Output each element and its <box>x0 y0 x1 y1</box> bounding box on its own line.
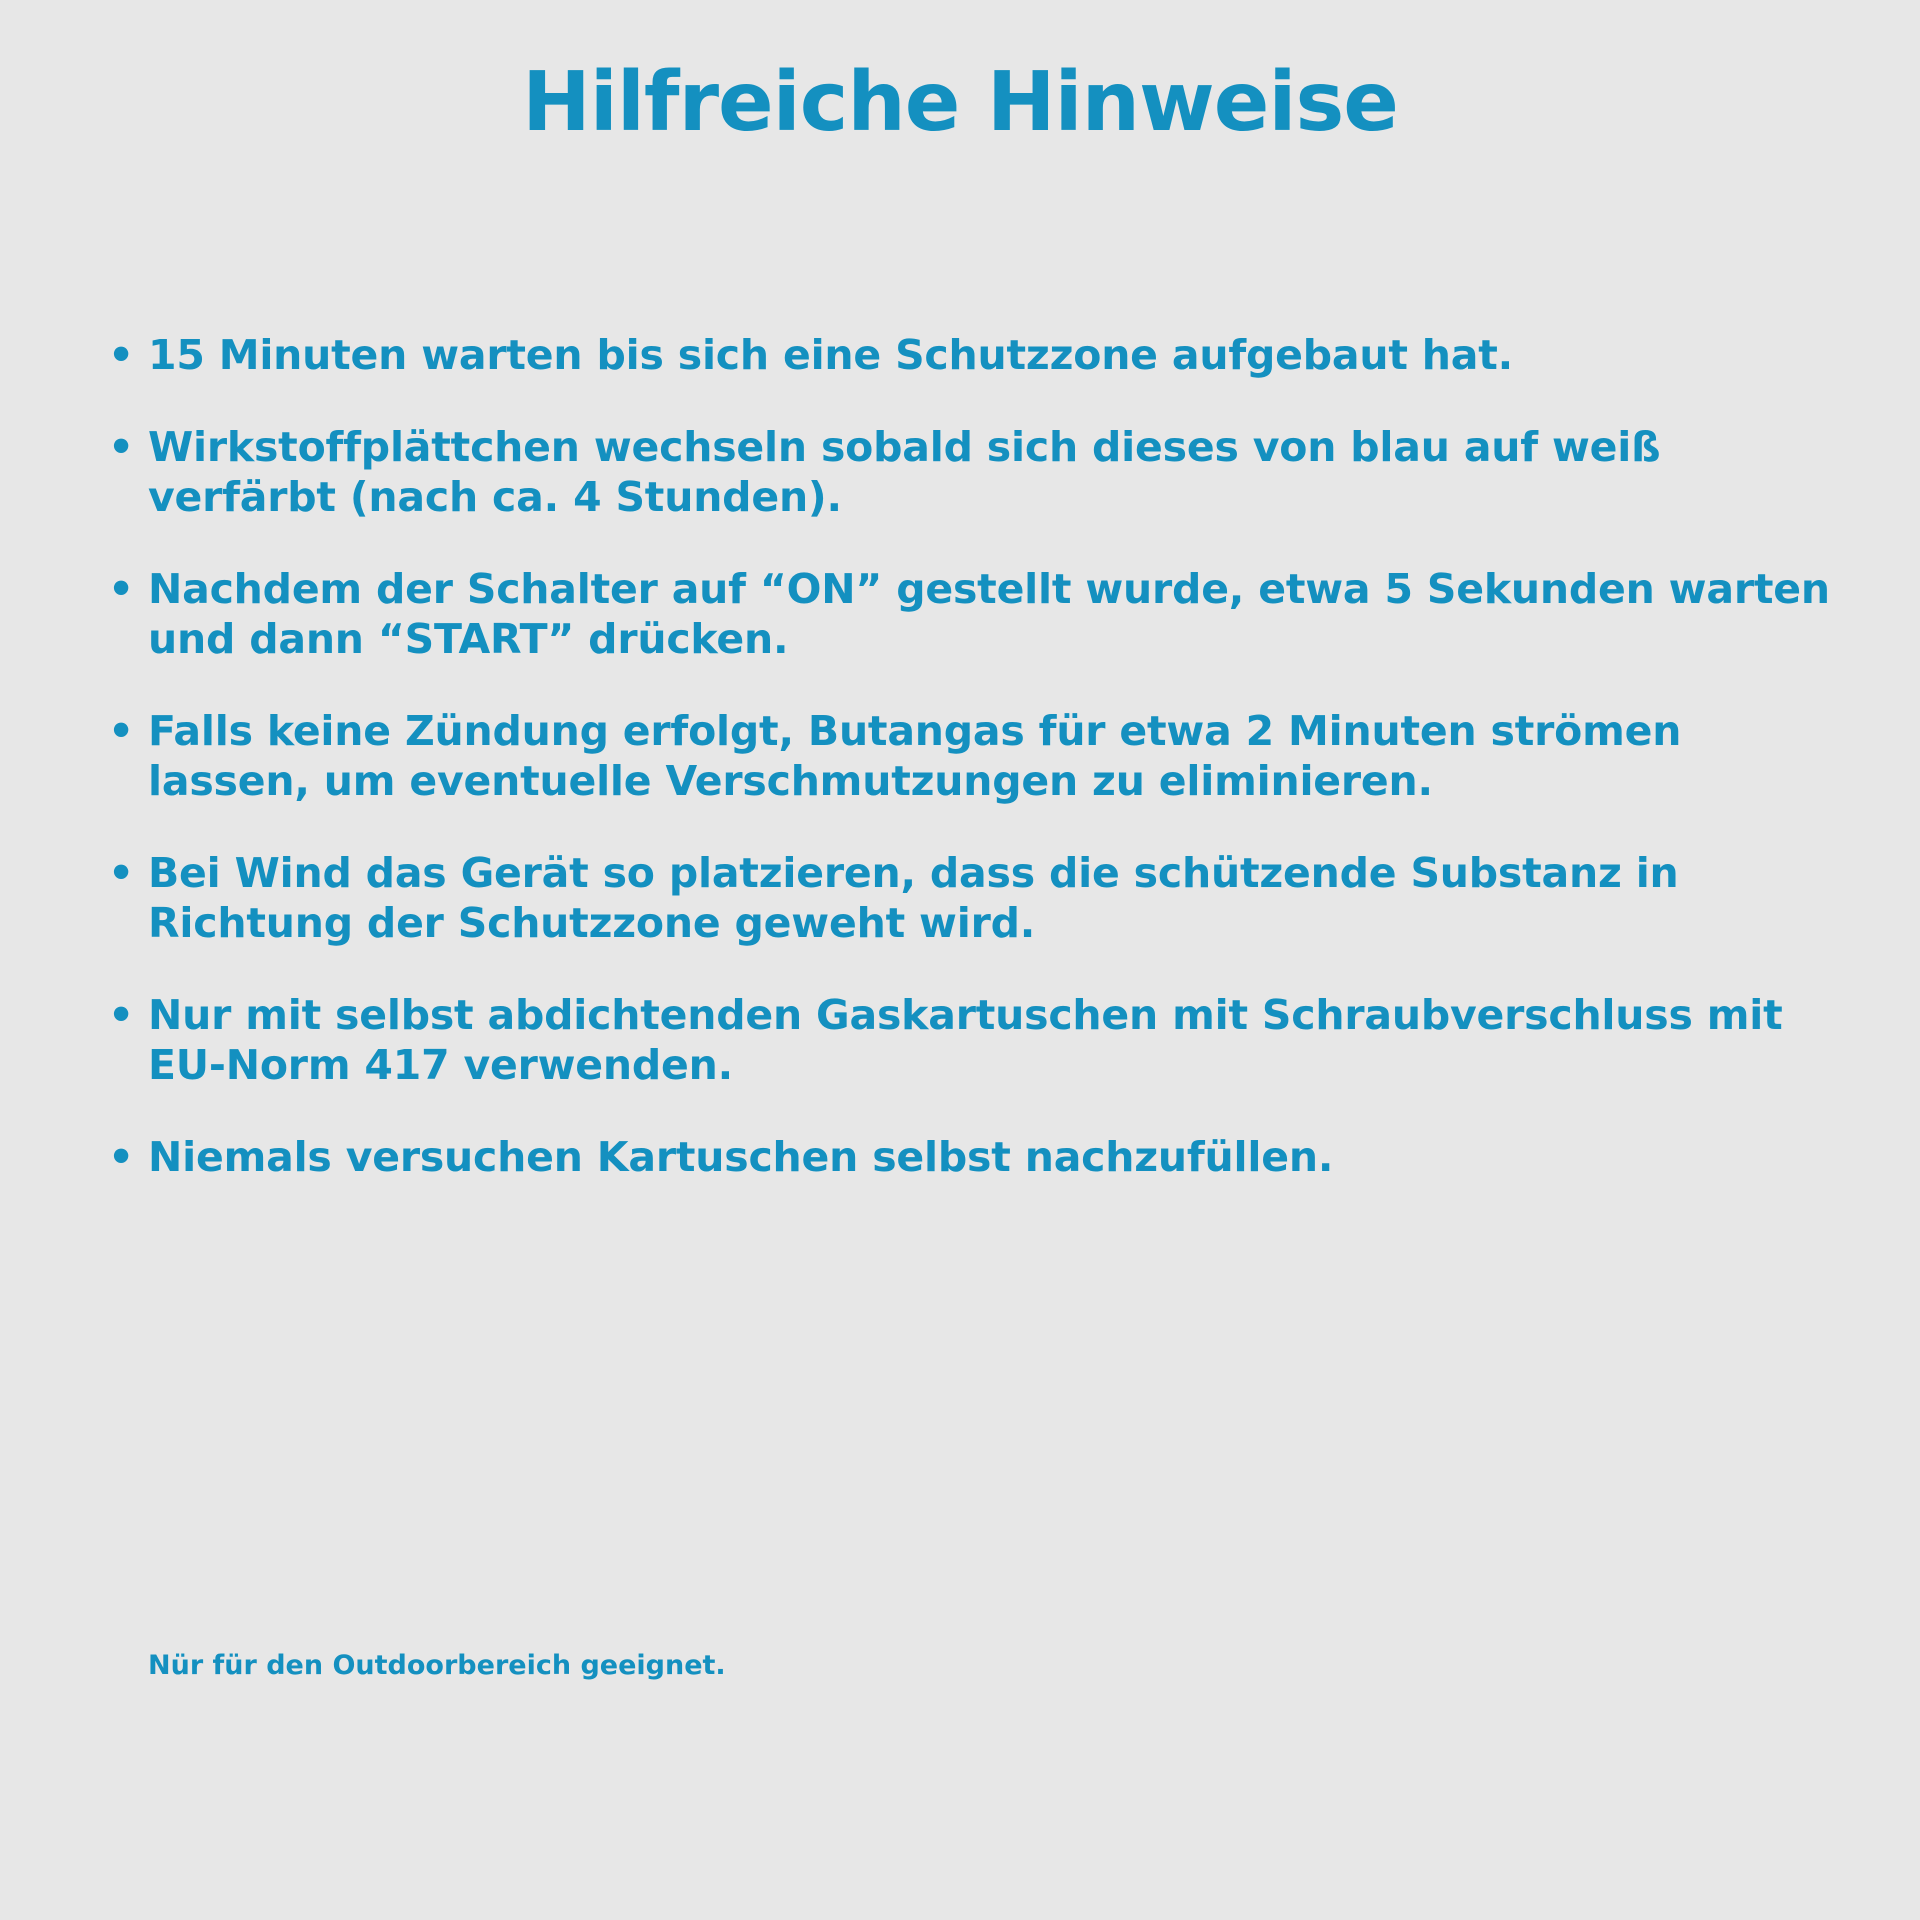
list-item-text: Wirkstoffplättchen wechseln sobald sich dieses von blau auf weiß verfärbt (nach ca. 4 Stunden). <box>148 423 1661 522</box>
list-item <box>100 706 1850 806</box>
bullet-icon: • <box>108 565 135 614</box>
bullet-icon: • <box>108 331 135 379</box>
list-item-text: 15 Minuten warten bis sich eine Schutzzone aufgebaut hat. <box>148 331 1514 379</box>
tips-list <box>100 330 1850 1224</box>
list-item <box>100 422 1850 522</box>
bullet-icon: • <box>108 849 135 898</box>
list-item <box>100 564 1850 664</box>
list-item <box>100 848 1850 948</box>
list-item-text: Falls keine Zündung erfolgt, Butangas für etwa 2 Minuten strömen lassen, um eventuelle Verschmutzungen zu eliminieren. <box>148 707 1682 806</box>
bullet-icon: • <box>108 707 135 756</box>
list-item-text: Bei Wind das Gerät so platzieren, dass die schützende Substanz in Richtung der Schutzzone geweht wird. <box>148 849 1679 948</box>
bullet-icon: • <box>108 1133 135 1182</box>
list-item-text: Nur mit selbst abdichtenden Gaskartuschen mit Schraubverschluss mit EU-Norm 417 verwenden. <box>148 991 1783 1090</box>
bullet-icon: • <box>108 991 135 1040</box>
list-item <box>100 990 1850 1090</box>
list-item-text: Niemals versuchen Kartuschen selbst nachzufüllen. <box>148 1133 1334 1182</box>
list-item <box>100 330 1850 380</box>
page-title: Hilfreiche Hinweise <box>522 55 1398 150</box>
list-item <box>100 1132 1850 1182</box>
bullet-icon: • <box>108 423 135 472</box>
footnote-text: Nür für den Outdoorbereich geeignet. <box>148 1650 726 1681</box>
list-item-text: Nachdem der Schalter auf “ON” gestellt wurde, etwa 5 Sekunden warten und dann “START” drücken. <box>148 565 1830 664</box>
